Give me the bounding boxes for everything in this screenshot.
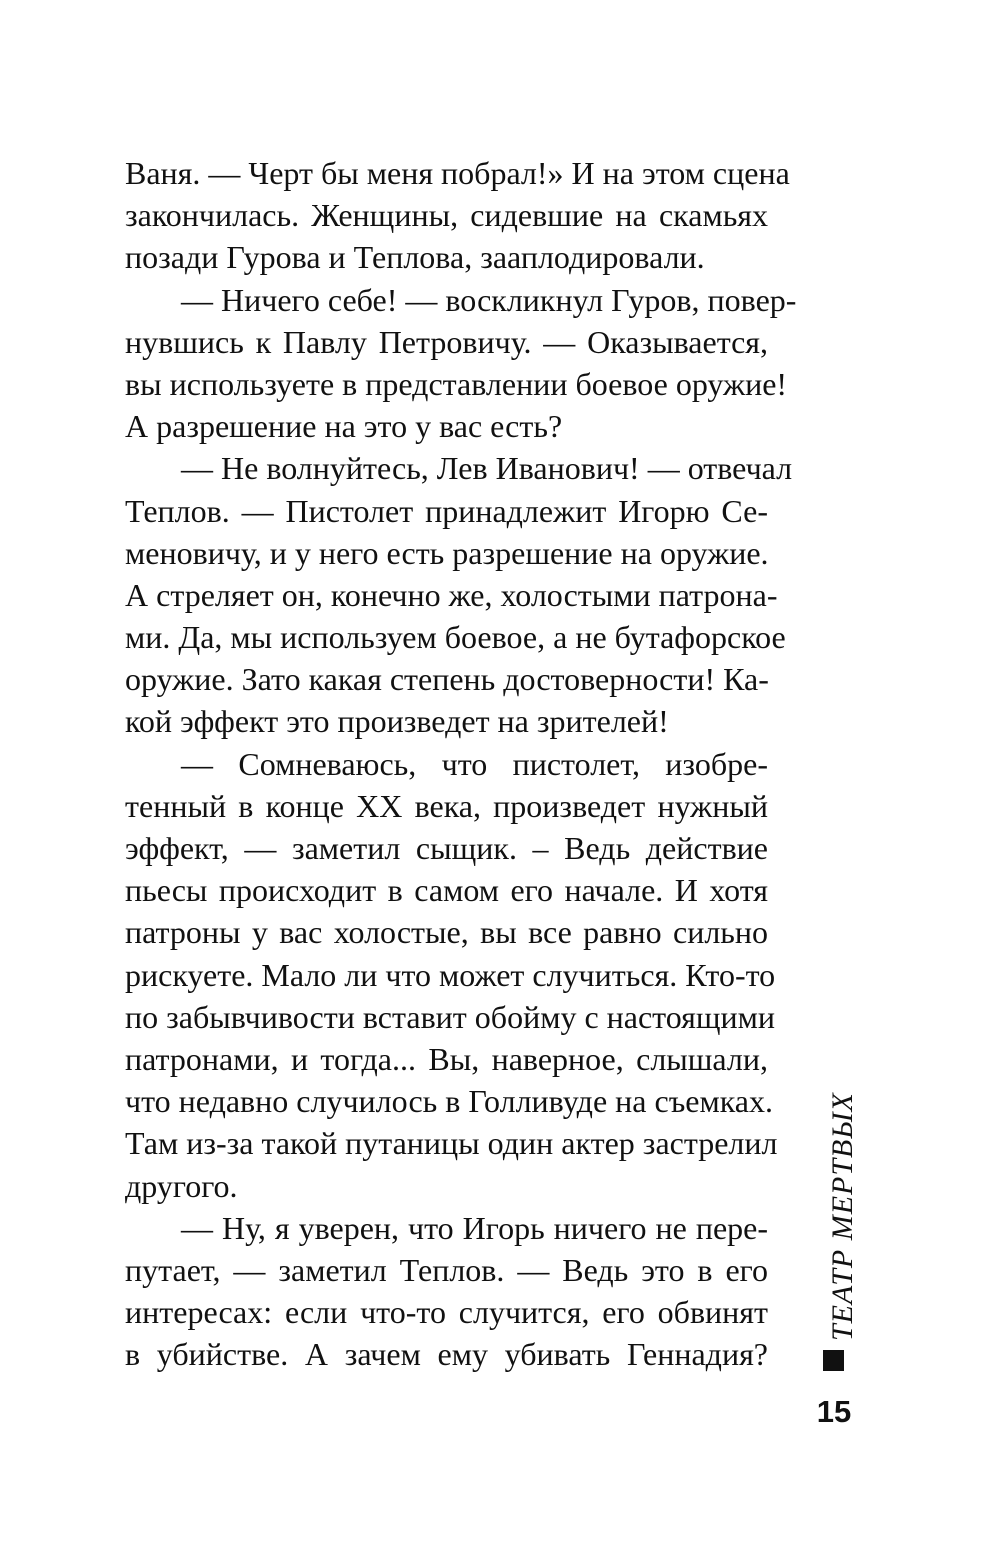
text-line: патроны у вас холостые, вы все равно сильно xyxy=(125,914,768,951)
text-line: путает, — заметил Теплов. — Ведь это в его xyxy=(125,1251,768,1288)
text-line: Там из-за такой путаницы один актер застрелил xyxy=(125,1125,778,1162)
text-line: А разрешение на это у вас есть? xyxy=(125,408,563,445)
text-line: Ваня. — Черт бы меня побрал!» И на этом сцена xyxy=(125,155,790,191)
text-line: кой эффект это произведет на зрителей! xyxy=(125,703,669,740)
text-line: в убийстве. А зачем ему убивать Геннадия? xyxy=(125,1336,768,1373)
text-line: патронами, и тогда... Вы, наверное, слышали, xyxy=(125,1040,768,1077)
text-line: тенный в конце XX века, произведет нужный xyxy=(125,787,768,824)
text-line: позади Гурова и Теплова, зааплодировали. xyxy=(125,239,705,276)
text-line: Теплов. — Пистолет принадлежит Игорю Се- xyxy=(125,492,768,529)
text-line: другого. xyxy=(125,1167,238,1204)
text-line: рискуете. Мало ли что может случиться. Кто-то xyxy=(125,956,776,993)
body-text xyxy=(125,152,797,1375)
running-title: ТЕАТР МЕРТВЫХ xyxy=(826,1092,859,1342)
text-line: что недавно случилось в Голливуде на съемках. xyxy=(125,1083,773,1120)
text-line: закончилась. Женщины, сидевшие на скамьях xyxy=(125,197,768,234)
text-line: пьесы происходит в самом его начале. И хотя xyxy=(125,872,768,909)
text-line: меновичу, и у него есть разрешение на оружие. xyxy=(125,534,769,571)
text-line: вы используете в представлении боевое оружие! xyxy=(125,365,788,402)
text-line: — Ну, я уверен, что Игорь ничего не пере- xyxy=(181,1209,768,1246)
text-line: нувшись к Павлу Петровичу. — Оказывается, xyxy=(125,323,768,360)
text-line: ми. Да, мы используем боевое, а не бутафорское xyxy=(125,619,786,656)
text-line: — Не волнуйтесь, Лев Иванович! — отвечал xyxy=(181,450,793,487)
page-number: 15 xyxy=(816,1394,852,1429)
text-line: оружие. Зато какая степень достоверности! Ка- xyxy=(125,661,769,698)
square-marker-icon xyxy=(823,1350,844,1371)
text-line: А стреляет он, конечно же, холостыми патрона- xyxy=(125,576,778,613)
text-line: эффект, — заметил сыщик. – Ведь действие xyxy=(125,830,768,866)
text-line: — Ничего себе! — воскликнул Гуров, повер- xyxy=(181,281,797,318)
text-line: по забывчивости вставит обойму с настоящими xyxy=(125,998,775,1035)
text-line: — Сомневаюсь, что пистолет, изобре- xyxy=(181,745,768,782)
text-line: интересах: если что-то случится, его обвинят xyxy=(125,1294,768,1331)
